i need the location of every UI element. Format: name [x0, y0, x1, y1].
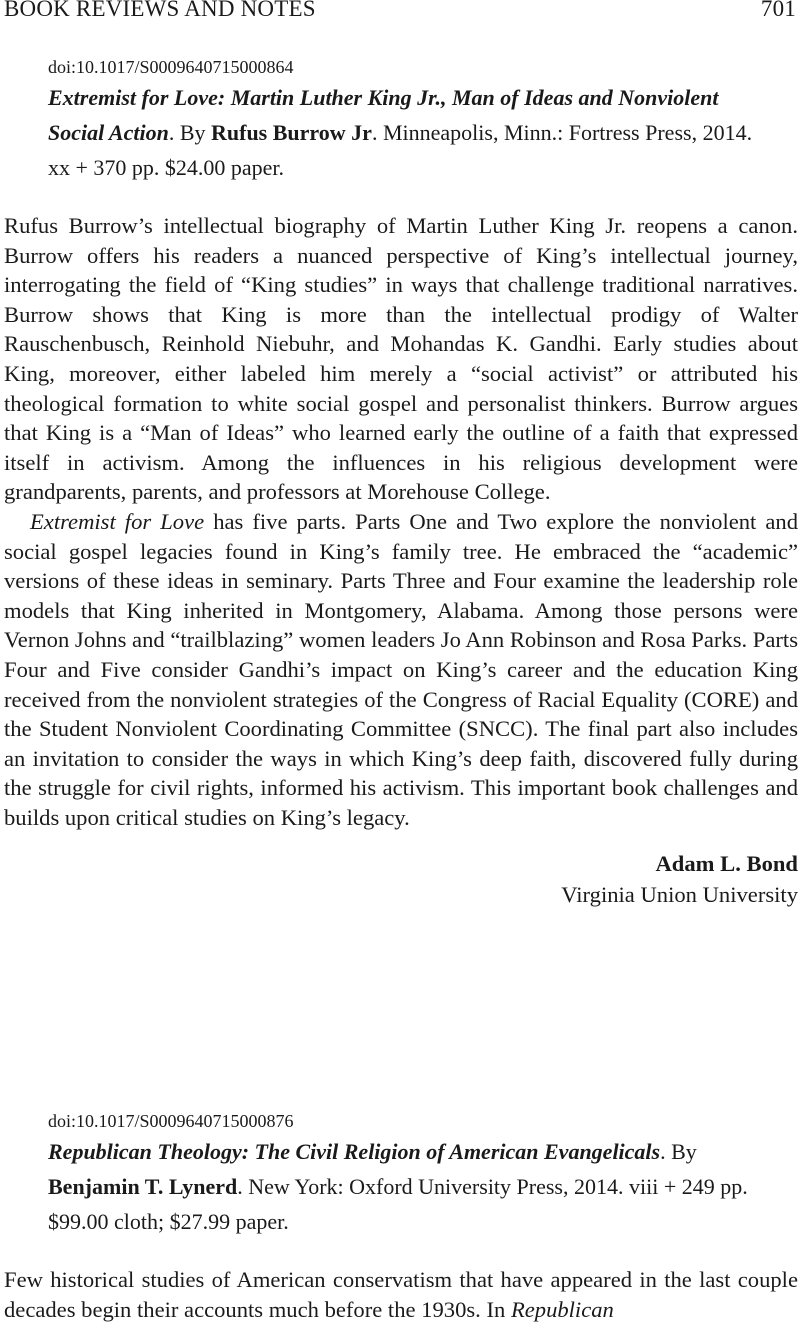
review-1 [4, 54, 798, 910]
section-title: BOOK REVIEWS AND NOTES [4, 0, 316, 21]
review-1-book-author: Rufus Burrow Jr [211, 120, 372, 145]
review-2-citation [48, 1134, 758, 1239]
review-1-citation [48, 80, 758, 185]
review-1-signature [4, 848, 798, 910]
by-text: . By [168, 120, 211, 145]
review-2-paragraph-1-text: Few historical studies of American conservatism that have appeared in the last couple decades begin their accounts much before the 1930s. In [4, 1267, 798, 1322]
review-2-publication-info: . New York: Oxford University Press, 2014. viii + 249 pp. $99.00 cloth; $27.99 paper. [48, 1174, 748, 1234]
reviewer-affiliation: Virginia Union University [561, 882, 798, 908]
page-number: 701 [760, 0, 796, 21]
review-2-book-title: Republican Theology: The Civil Religion of American Evangelicals [48, 1139, 661, 1164]
review-1-book-title: Extremist for Love: Martin Luther King Jr., Man of Ideas and Nonviolent Social Action [48, 85, 719, 145]
book-title-italic: Extremist for Love [30, 508, 205, 534]
review-2-paragraph-1 [4, 1265, 798, 1324]
reviewer-name: Adam L. Bond [655, 851, 798, 877]
review-2-book-author: Benjamin T. Lynerd [48, 1174, 238, 1199]
review-1-paragraph-1: Rufus Burrow’s intellectual biography of Martin Luther King Jr. reopens a canon. Burrow offers his readers a nuanced perspective of King’s intellectual journey, interrogating the field of “King studies” in ways that challenge traditional narratives. Burrow shows that King is more than the intellectual prodigy of Walter Rauschenbusch, Reinhold Niebuhr, and Mohandas K. Gandhi. Early studies about King, moreover, either labeled him merely a “social activist” or attributed his theological formation to white social gospel and personalist thinkers. Burrow argues that King is a “Man of Ideas” who learned early the outline of a faith that expressed itself in activism. Among the influences in his religious development were grandparents, parents, and professors at Morehouse College. [4, 213, 798, 505]
review-1-paragraph-2 [4, 507, 798, 833]
review-2 [4, 1108, 798, 1324]
review-2-doi: doi:10.1017/S0009640715000876 [48, 1111, 294, 1131]
book-title-italic: Republican [510, 1296, 614, 1322]
review-1-publication-info: . Minneapolis, Minn.: Fortress Press, 2014. xx + 370 pp. $24.00 paper. [48, 120, 753, 180]
running-head [4, 0, 800, 24]
review-2-body [4, 1265, 798, 1324]
by-text: . By [660, 1139, 697, 1164]
review-1-body [4, 211, 798, 832]
review-1-paragraph-2-text: has five parts. Parts One and Two explore the nonviolent and social gospel legacies found in King’s family tree. He embraced the “academic” versions of these ideas in seminary. Parts Three and Four examine the leadership role models that King inherited in Montgomery, Alabama. Among those persons were Vernon Johns and “trailblazing” women leaders Jo Ann Robinson and Rosa Parks. Parts Four and Five consider Gandhi’s impact on King’s career and the education King received from the nonviolent strategies of the Congress of Racial Equality (CORE) and the Student Nonviolent Coordinating Committee (SNCC). The final part also includes an invitation to consider the ways in which King’s deep faith, discovered fully during the struggle for civil rights, informed his activism. This important book challenges and builds upon critical studies on King’s legacy. [4, 508, 798, 830]
review-1-doi: doi:10.1017/S0009640715000864 [48, 57, 294, 77]
